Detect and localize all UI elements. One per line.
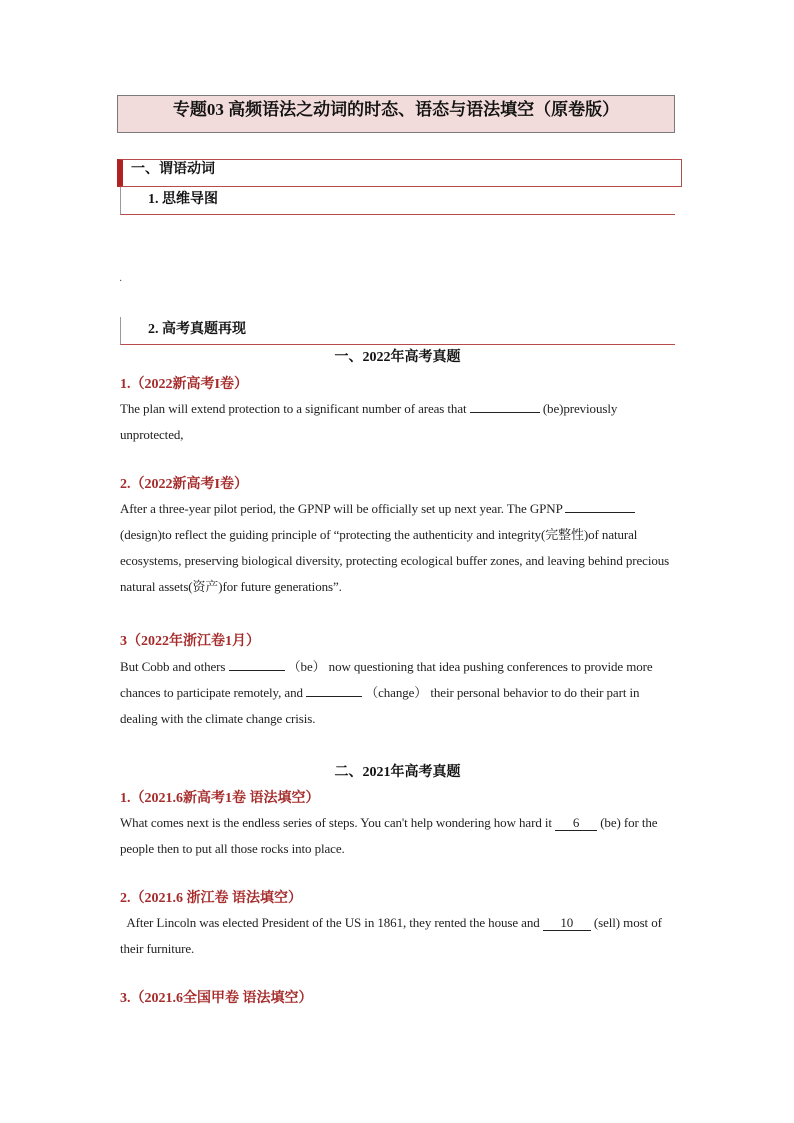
question-label: 1.（2022新高考I卷）	[120, 377, 248, 392]
question-label: 2.（2022新高考I卷）	[120, 477, 248, 492]
answer-blank[interactable]	[470, 398, 540, 413]
question-text: After a three-year pilot period, the GPNP will be officially set up next year. The GPNP (design)to reflect the guiding principle of “protecting the authenticity and integrity(完整性)of natural ecosystems, preserving biological diversity, protecting ecological buffer zones, and leaving behind precious natural assets(资产)for future generations”.	[120, 496, 676, 600]
question-label: 1.（2021.6新高考1卷 语法填空）	[120, 791, 320, 806]
question-text: After Lincoln was elected President of the US in 1861, they rented the house and 10 (sell) most of their furniture.	[120, 915, 665, 956]
subheading-mind-map: 1. 思维导图	[120, 187, 675, 215]
section-heading-predicate-verbs: 一、谓语动词	[117, 159, 682, 187]
question-label: 3（2022年浙江卷1月）	[120, 634, 260, 649]
answer-blank-number: 10	[543, 916, 591, 931]
answer-blank-number: 6	[555, 816, 597, 831]
answer-blank[interactable]	[306, 682, 362, 697]
question-text: What comes next is the endless series of steps. You can't help wondering how hard it 6 (be) for the people then to put all those rocks into place.	[120, 815, 658, 856]
stray-dot: ·	[119, 276, 123, 287]
heading-2021-questions: 二、2021年高考真题	[334, 765, 461, 780]
subheading-exam-questions: 2. 高考真题再现	[120, 317, 675, 345]
question-label: 3.（2021.6全国甲卷 语法填空）	[120, 991, 313, 1006]
question-text: The plan will extend protection to a significant number of areas that (be)previously unprotected,	[120, 396, 676, 448]
question-text: But Cobb and others （be） now questioning that idea pushing conferences to provide more chances to participate remotely, and （change） their personal behavior to do their part in dealing with the climate change crisis.	[120, 654, 676, 732]
question-label: 2.（2021.6 浙江卷 语法填空）	[120, 891, 302, 906]
answer-blank[interactable]	[565, 498, 635, 513]
heading-2022-questions: 一、2022年高考真题	[334, 350, 461, 365]
answer-blank[interactable]	[229, 656, 285, 671]
document-title: 专题03 高频语法之动词的时态、语态与语法填空（原卷版）	[117, 95, 675, 133]
